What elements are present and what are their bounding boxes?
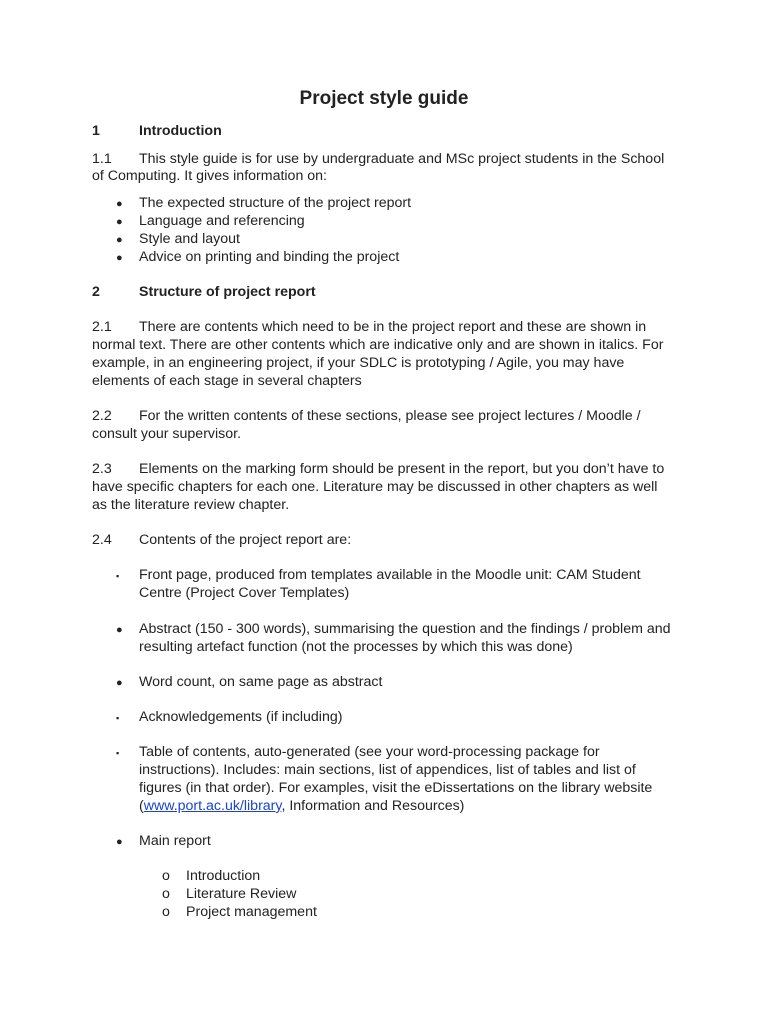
front-page-line-1: Front page, produced from templates available in the Moodle unit: CAM Student	[139, 567, 641, 583]
para-2-3-number: 2.3	[92, 461, 112, 477]
toc-line-4	[139, 797, 464, 815]
para-1-1-line-1: This style guide is for use by undergraduate and MSc project students in the School	[139, 151, 665, 167]
para-1-1-number: 1.1	[92, 151, 112, 167]
sub-bullet-icon: o	[162, 886, 170, 902]
page-title: Project style guide	[299, 88, 469, 109]
sub-bullet-icon: o	[162, 904, 170, 920]
bullet-icon: ●	[116, 198, 123, 210]
para-2-1-line-1: There are contents which need to be in the project report and these are shown in	[139, 319, 647, 335]
intro-bullet-3: Style and layout	[139, 231, 240, 247]
para-2-3-line-3: as the literature review chapter.	[92, 497, 290, 513]
para-2-1-number: 2.1	[92, 319, 112, 335]
front-page-line-2: Centre (Project Cover Templates)	[139, 585, 350, 601]
para-1-1-line-2: of Computing. It gives information on:	[92, 168, 328, 184]
intro-bullet-4: Advice on printing and binding the project	[139, 249, 400, 265]
para-2-3-line-2: have specific chapters for each one. Literature may be discussed in other chapters as well	[92, 479, 658, 495]
toc-line-3: figures (in that order). For examples, visit the eDissertations on the library website	[139, 780, 653, 796]
toc-line-1: Table of contents, auto-generated (see your word-processing package for	[139, 744, 600, 760]
bullet-icon: ●	[116, 624, 123, 636]
bullet-icon: ●	[116, 216, 123, 228]
para-2-1-line-2: normal text. There are other contents which are indicative only and are shown in italics. For	[92, 337, 664, 353]
bullet-icon: ●	[116, 677, 123, 689]
bullet-icon: ●	[116, 234, 123, 246]
para-2-4-number: 2.4	[92, 532, 112, 548]
section-2-heading: Structure of project report	[139, 284, 316, 300]
word-count-line: Word count, on same page as abstract	[139, 674, 383, 690]
para-2-1-line-3: example, in an engineering project, if your SDLC is prototyping / Agile, you may have	[92, 355, 625, 371]
para-2-2-line-2: consult your supervisor.	[92, 426, 242, 442]
section-1-number: 1	[92, 123, 100, 139]
sub-item-project-management: Project management	[186, 904, 317, 920]
para-2-2-number: 2.2	[92, 408, 112, 424]
toc-line-4-open: (	[139, 798, 144, 814]
abstract-line-2: resulting artefact function (not the processes by which this was done)	[139, 639, 573, 655]
para-2-1-line-4: elements of each stage in several chapters	[92, 373, 362, 389]
square-bullet-icon: ▪	[116, 571, 120, 581]
bullet-icon: ●	[116, 252, 123, 264]
para-2-2-line-1: For the written contents of these sections, please see project lectures / Moodle /	[139, 408, 641, 424]
section-2-number: 2	[92, 284, 100, 300]
intro-bullet-2: Language and referencing	[139, 213, 305, 229]
sub-bullet-icon: o	[162, 868, 170, 884]
toc-line-4-rest: , Information and Resources)	[281, 798, 465, 814]
sub-item-literature-review: Literature Review	[186, 886, 297, 902]
para-2-4-text: Contents of the project report are:	[139, 532, 352, 548]
main-report-line: Main report	[139, 833, 211, 849]
acknowledgements-line: Acknowledgements (if including)	[139, 709, 343, 725]
para-2-3-line-1: Elements on the marking form should be present in the report, but you don’t have to	[139, 461, 665, 477]
section-1-heading: Introduction	[139, 123, 222, 139]
square-bullet-icon: ▪	[116, 748, 120, 758]
toc-line-2: instructions). Includes: main sections, list of appendices, list of tables and list of	[139, 762, 636, 778]
library-link[interactable]: www.port.ac.uk/library	[143, 798, 282, 814]
abstract-line-1: Abstract (150 - 300 words), summarising the question and the findings / problem and	[139, 621, 671, 637]
intro-bullet-1: The expected structure of the project report	[139, 195, 412, 211]
sub-item-introduction: Introduction	[186, 868, 261, 884]
bullet-icon: ●	[116, 836, 123, 848]
square-bullet-icon: ▪	[116, 713, 120, 723]
